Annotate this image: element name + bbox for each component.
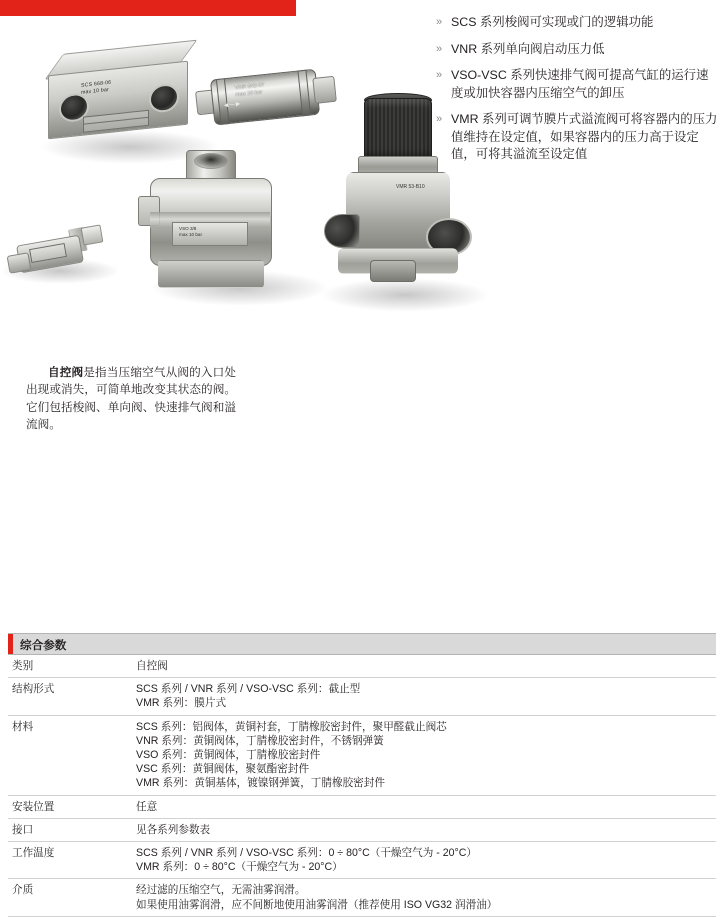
spec-section-title: 综合参数 bbox=[20, 639, 67, 652]
product-image-vso-quick-exhaust-valve bbox=[142, 150, 280, 300]
spec-key: 材料 bbox=[8, 715, 132, 795]
spec-value-line: VMR 系列：膜片式 bbox=[136, 697, 227, 710]
table-row bbox=[8, 678, 716, 715]
spec-value-line: SCS 系列 / VNR 系列 / VSO-VSC 系列：截止型 bbox=[136, 683, 361, 696]
spec-value bbox=[132, 818, 716, 841]
chevron-right-icon: » bbox=[436, 113, 443, 125]
spec-value-line: VMR 系列：黄铜基体，镀镍钢弹簧，丁腈橡胶密封件 bbox=[136, 777, 385, 790]
spec-value-line: SCS 系列 / VNR 系列 / VSO-VSC 系列：0 ÷ 80°C（干燥空气为 - 20°C） bbox=[136, 847, 477, 860]
table-row bbox=[8, 818, 716, 841]
product-image-scs-shuttle-valve bbox=[48, 55, 188, 152]
table-row bbox=[8, 655, 716, 678]
spec-value bbox=[132, 842, 716, 879]
chevron-right-icon: » bbox=[436, 69, 443, 81]
bullet-item bbox=[436, 14, 720, 32]
feature-bullet-list bbox=[436, 14, 720, 173]
spec-section-header bbox=[8, 633, 716, 655]
spec-key: 工作温度 bbox=[8, 842, 132, 879]
vso-label-plate bbox=[172, 222, 248, 246]
spec-value bbox=[132, 678, 716, 715]
header-accent-bar bbox=[8, 634, 13, 654]
spec-value bbox=[132, 715, 716, 795]
scs-front-face bbox=[48, 61, 188, 140]
product-image-vnr-check-valve bbox=[194, 65, 338, 129]
bullet-text: VNR 系列单向阀启动压力低 bbox=[451, 41, 605, 56]
table-row bbox=[8, 879, 716, 916]
spec-value-line: 经过滤的压缩空气，无需油雾润滑。 bbox=[136, 884, 306, 897]
spec-key: 介质 bbox=[8, 879, 132, 916]
product-image-vmr-relief-valve bbox=[330, 98, 470, 308]
specifications-section bbox=[8, 633, 716, 917]
spec-value-line: 任意 bbox=[136, 800, 158, 813]
elbow-tip bbox=[7, 252, 32, 274]
spec-value bbox=[132, 655, 716, 678]
spec-key: 类别 bbox=[8, 655, 132, 678]
vnr-marking: VNR 843-07 max 10 bar bbox=[234, 82, 265, 99]
spec-value-line: 自控阀 bbox=[136, 660, 168, 672]
vso-foot bbox=[158, 260, 264, 288]
bullet-text: VSO-VSC 系列快速排气阀可提高气缸的运行速度或加快容器内压缩空气的卸压 bbox=[451, 68, 709, 100]
table-row bbox=[8, 842, 716, 879]
intro-paragraph bbox=[26, 364, 236, 434]
spec-value bbox=[132, 879, 716, 916]
scs-port-right bbox=[149, 83, 179, 114]
spec-value-line: VNR 系列：黄铜阀体，丁腈橡胶密封件，不锈钢弹簧 bbox=[136, 734, 384, 747]
bullet-text: VMR 系列可调节膜片式溢流阀可将容器内的压力值维持在设定值，如果容器内的压力高于设定值，可将其溢流至设定值 bbox=[451, 112, 718, 161]
spec-value-line: 如果使用油雾润滑，应不间断地使用油雾润滑（推荐使用 ISO VG32 润滑油） bbox=[136, 898, 498, 911]
vso-marking: VSO 3/8 max 10 bar bbox=[179, 226, 202, 237]
spec-value-line: VSC 系列：黄铜阀体，聚氨酯密封件 bbox=[136, 763, 310, 776]
vmr-marking: VMR 53-B10 bbox=[396, 184, 425, 190]
spec-value-line: VSO 系列：黄铜阀体，丁腈橡胶密封件 bbox=[136, 749, 321, 762]
bullet-item bbox=[436, 111, 720, 164]
flow-arrow-icon: ◄─► bbox=[222, 100, 242, 110]
scs-symbol-engraving bbox=[83, 110, 149, 133]
top-accent-bar bbox=[0, 0, 296, 16]
spec-key: 安装位置 bbox=[8, 795, 132, 818]
product-image-small-elbow-valve bbox=[8, 226, 104, 282]
intro-lead-term: 自控阀 bbox=[48, 365, 84, 379]
spec-value-line: VMR 系列：0 ÷ 80°C（干燥空气为 - 20°C） bbox=[136, 861, 343, 874]
chevron-right-icon: » bbox=[436, 16, 443, 28]
intro-body-text: 是指当压缩空气从阀的入口处出现或消失，可简单地改变其状态的阀。它们包括梭阀、单向阀、快速排气阀和溢流阀。 bbox=[26, 365, 236, 432]
vmr-adjust-knob bbox=[364, 98, 432, 162]
table-row bbox=[8, 715, 716, 795]
bullet-item bbox=[436, 67, 720, 102]
vso-top-port bbox=[194, 153, 228, 169]
spec-table bbox=[8, 655, 716, 917]
chevron-right-icon: » bbox=[436, 42, 443, 55]
spec-key: 接口 bbox=[8, 818, 132, 841]
spec-value bbox=[132, 795, 716, 818]
vmr-port-left bbox=[324, 214, 360, 248]
bullet-text: SCS 系列梭阀可实现或门的逻辑功能 bbox=[451, 15, 654, 29]
bullet-item bbox=[436, 41, 720, 59]
spec-value-line: 见各系列参数表 bbox=[136, 823, 211, 836]
product-photo-group bbox=[0, 30, 436, 320]
spec-value-line: SCS 系列：铝阀体，黄铜衬套，丁腈橡胶密封件，聚甲醛截止阀芯 bbox=[136, 720, 447, 733]
spec-key: 结构形式 bbox=[8, 678, 132, 715]
table-row bbox=[8, 795, 716, 818]
vmr-port-bottom bbox=[370, 260, 416, 282]
scs-marking: SCS 668-06 max 10 bar bbox=[81, 79, 112, 96]
elbow-fitting bbox=[81, 224, 104, 245]
